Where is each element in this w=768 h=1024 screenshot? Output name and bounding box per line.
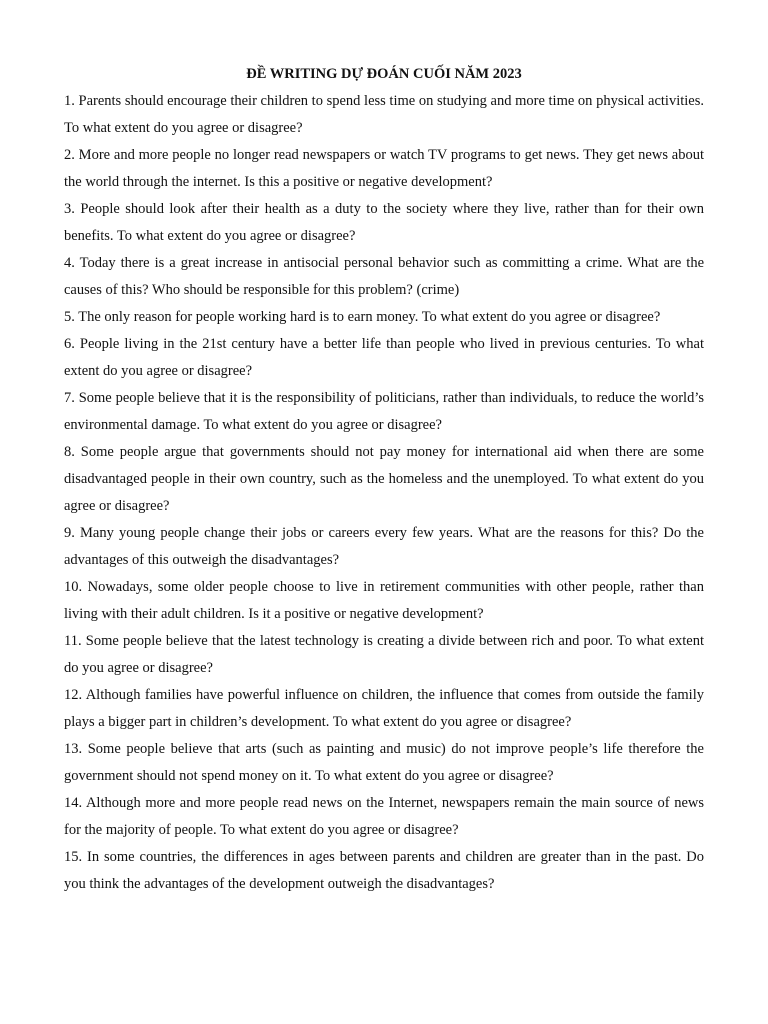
- question-item: 4. Today there is a great increase in antisocial personal behavior such as committing a crime. What are the causes of this? Who should be responsible for this problem? (crime): [64, 255, 704, 298]
- question-item: 8. Some people argue that governments should not pay money for international aid when there are some disadvantaged people in their own country, such as the homeless and the unemployed. To what extent do you agree or disagree?: [64, 444, 704, 514]
- question-item: 13. Some people believe that arts (such as painting and music) do not improve people’s life therefore the government should not spend money on it. To what extent do you agree or disagree?: [64, 741, 704, 784]
- question-item: 14. Although more and more people read news on the Internet, newspapers remain the main source of news for the majority of people. To what extent do you agree or disagree?: [64, 795, 704, 838]
- question-item: 15. In some countries, the differences in ages between parents and children are greater than in the past. Do you think the advantages of the development outweigh the disadvantages?: [64, 849, 704, 892]
- question-item: 7. Some people believe that it is the responsibility of politicians, rather than individuals, to reduce the world’s environmental damage. To what extent do you agree or disagree?: [64, 390, 704, 433]
- question-item: 1. Parents should encourage their children to spend less time on studying and more time on physical activities. To what extent do you agree or disagree?: [64, 93, 704, 136]
- question-item: 12. Although families have powerful influence on children, the influence that comes from outside the family plays a bigger part in children’s development. To what extent do you agree or disagree?: [64, 687, 704, 730]
- question-item: 5. The only reason for people working hard is to earn money. To what extent do you agree or disagree?: [64, 309, 661, 325]
- question-item: 3. People should look after their health as a duty to the society where they live, rather than for their own benefits. To what extent do you agree or disagree?: [64, 201, 704, 244]
- question-item: 11. Some people believe that the latest technology is creating a divide between rich and poor. To what extent do you agree or disagree?: [64, 633, 704, 676]
- question-item: 6. People living in the 21st century have a better life than people who lived in previous centuries. To what extent do you agree or disagree?: [64, 336, 704, 379]
- question-item: 9. Many young people change their jobs or careers every few years. What are the reasons for this? Do the advantages of this outweigh the disadvantages?: [64, 525, 704, 568]
- question-item: 2. More and more people no longer read newspapers or watch TV programs to get news. They get news about the world through the internet. Is this a positive or negative development?: [64, 147, 704, 190]
- question-item: 10. Nowadays, some older people choose to live in retirement communities with other people, rather than living with their adult children. Is it a positive or negative development?: [64, 579, 704, 622]
- document-title: ĐỀ WRITING DỰ ĐOÁN CUỐI NĂM 2023: [246, 66, 522, 82]
- question-list: [64, 88, 704, 898]
